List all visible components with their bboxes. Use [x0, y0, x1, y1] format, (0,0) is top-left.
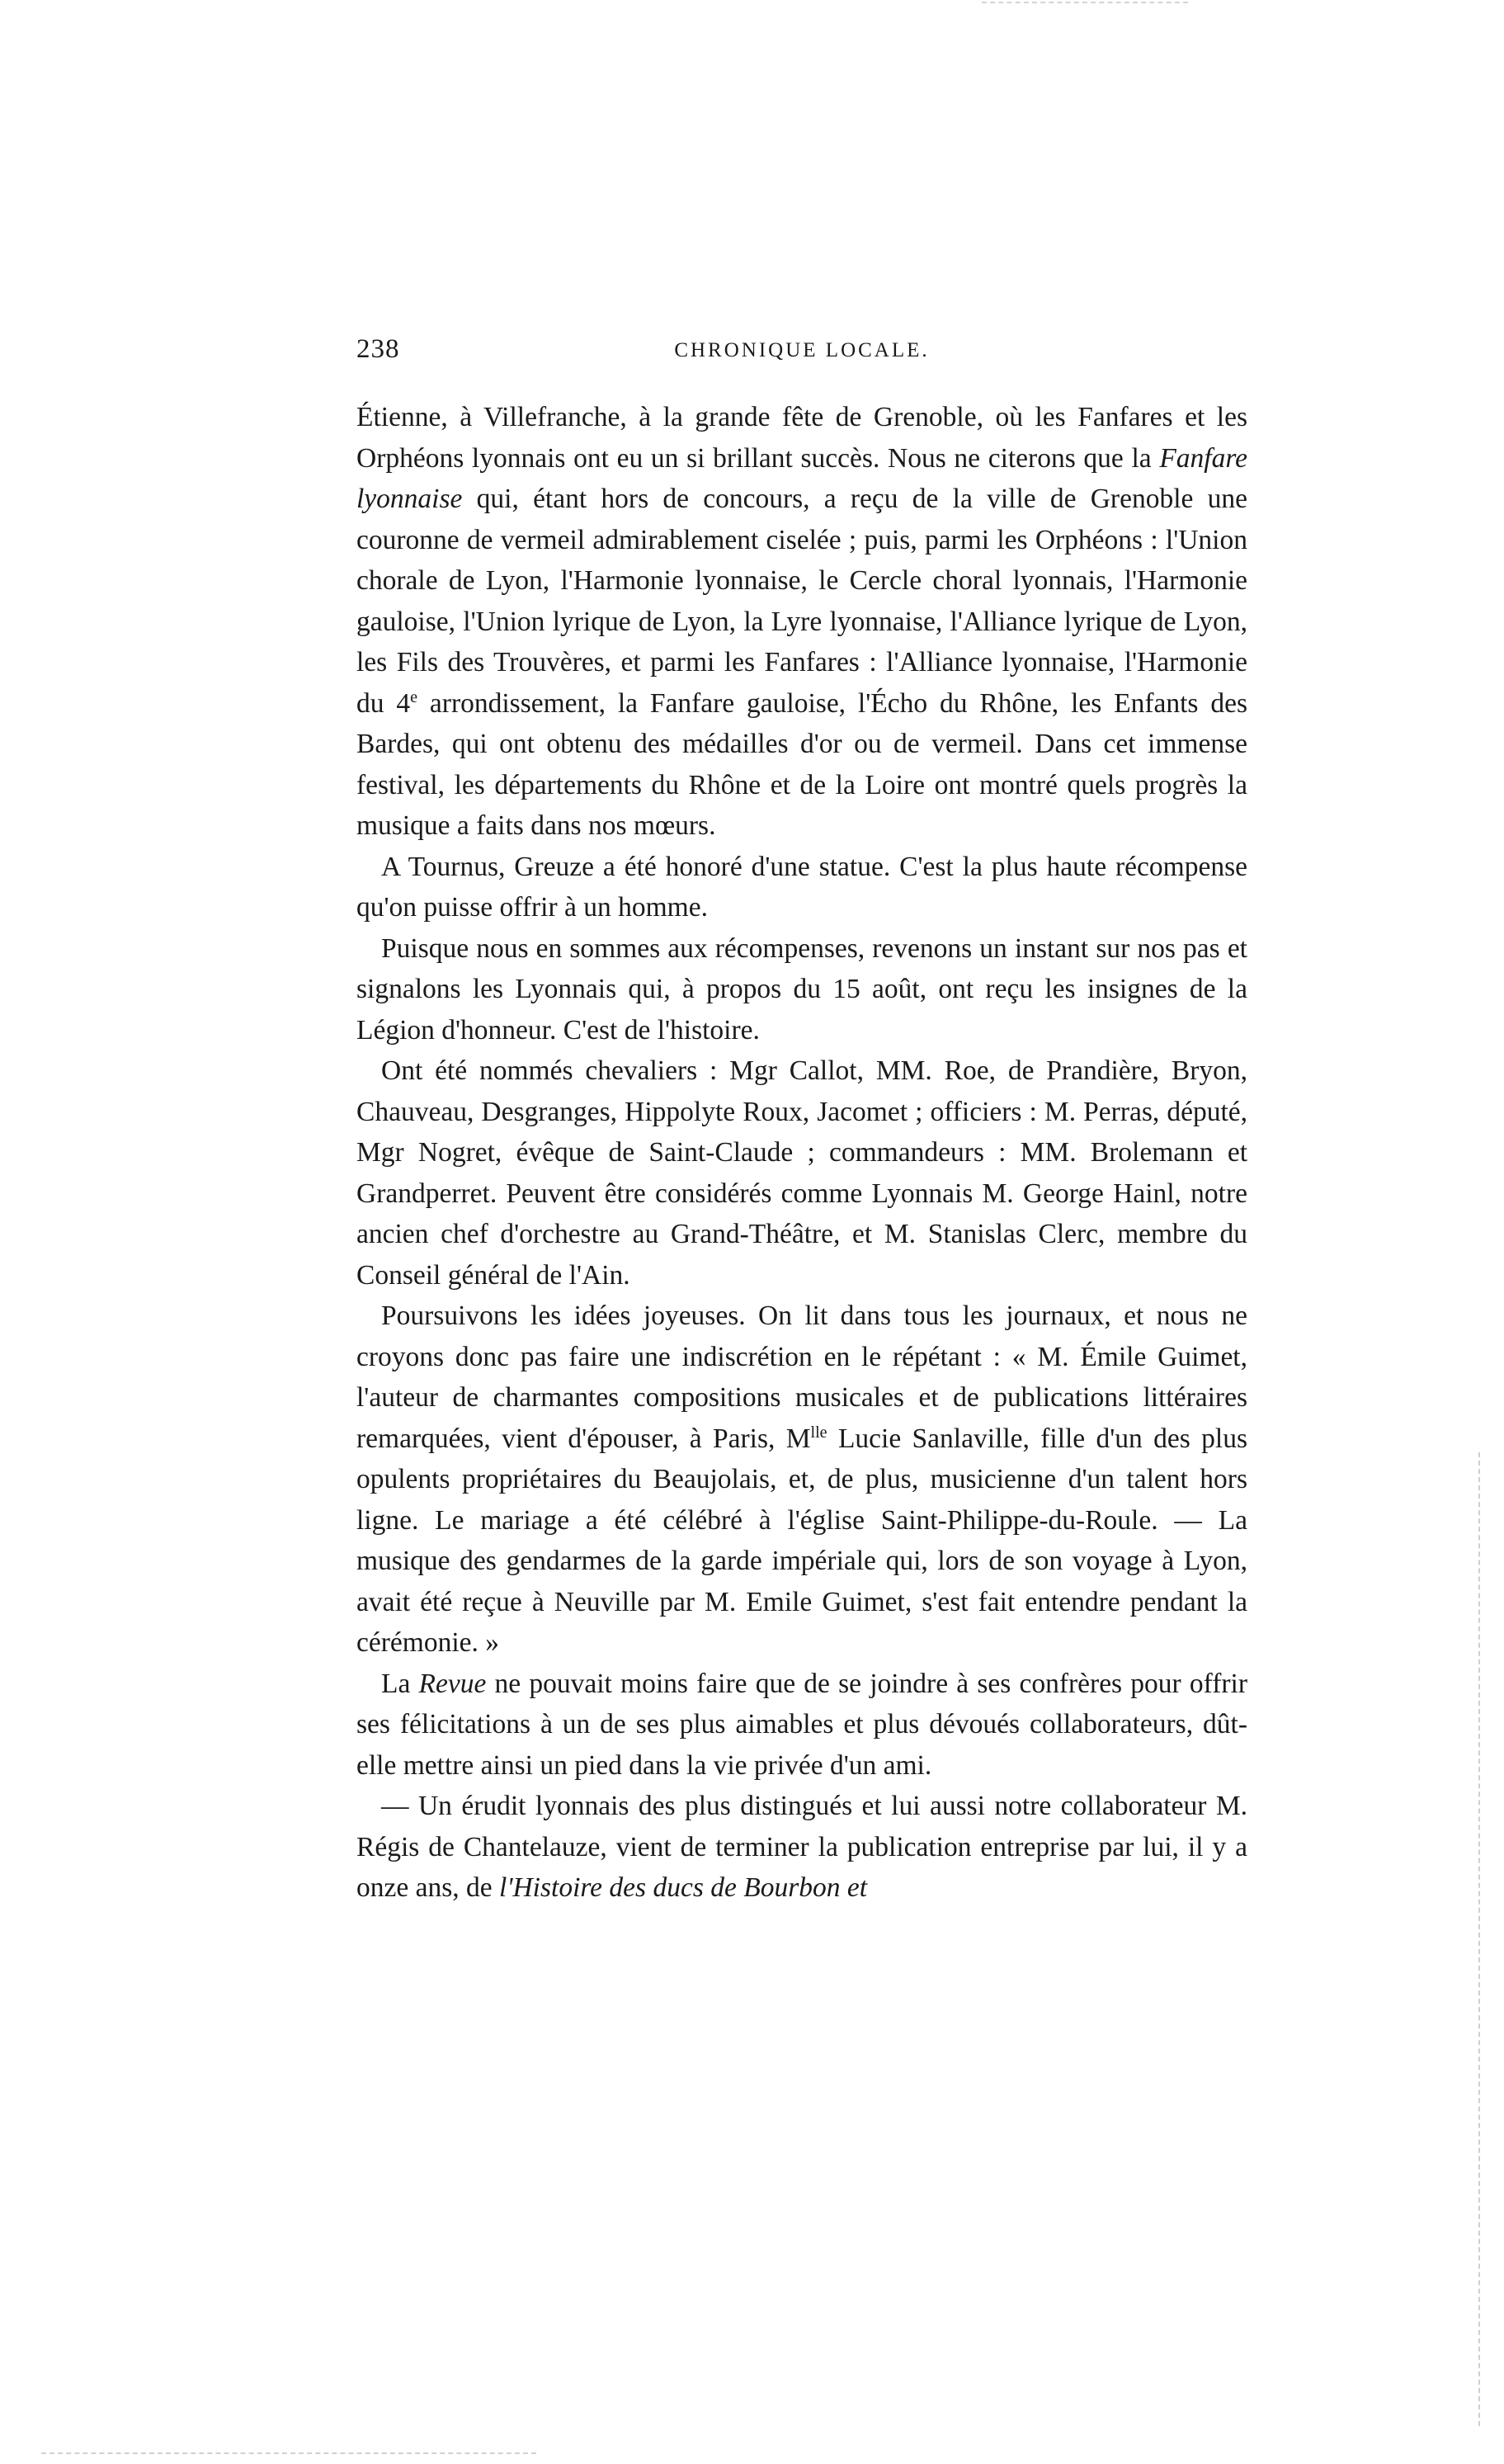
- paragraph-chevaliers: Ont été nommés chevaliers : Mgr Callot, MM. Roe, de Prandière, Bryon, Chauveau, Desgranges, Hippolyte Roux, Jacomet ; officiers : M. Perras, député, Mgr Nogret, évêque de Saint-Claude ; commandeurs : MM. Brolemann et Grandperret. Peuvent être considérés comme Lyonnais M. George Hainl, notre ancien chef d'orchestre au Grand-Théâtre, et M. Stanislas Clerc, membre du Conseil général de l'Ain.: [356, 1055, 1247, 1291]
- paragraph-festival: Étienne, à Villefranche, à la grande fête de Grenoble, où les Fanfares et les Orphéons lyonnais ont eu un si brillant succès. Nous ne citerons que la Fanfare lyonnaise qui, étant hors de concours, a reçu de la ville de Grenoble une couronne de vermeil admirablement ciselée ; puis, parmi les Orphéons : l'Union chorale de Lyon, l'Harmonie lyonnaise, le Cercle choral lyonnais, l'Harmonie gauloise, l'Union lyrique de Lyon, la Lyre lyonnaise, l'Alliance lyrique de Lyon, les Fils des Trouvères, et parmi les Fanfares : l'Alliance lyonnaise, l'Harmonie du 4e arrondissement, la Fanfare gauloise, l'Écho du Rhône, les Enfants des Bardes, qui ont obtenu des médailles d'or ou de vermeil. Dans cet immense festival, les départements du Rhône et de la Loire ont montré quels progrès la musique a faits dans nos mœurs.: [356, 402, 1247, 841]
- running-head: CHRONIQUE LOCALE.: [674, 339, 930, 361]
- superscript-lle: lle: [810, 1423, 827, 1442]
- scan-artifact-bottom: [41, 2452, 536, 2454]
- scan-artifact-top: [982, 2, 1188, 3]
- italic-fanfare-lyonnaise: Fanfare lyonnaise: [356, 442, 1247, 514]
- paragraph-guimet: Poursuivons les idées joyeuses. On lit dans tous les journaux, et nous ne croyons donc pas faire une indiscrétion en le répétant : « M. Émile Guimet, l'auteur de charmantes compositions musicales et de publications littéraires remarquées, vient d'épouser, à Paris, $M^{lle}$ Lucie Sanlaville, fille d'un des plus opulents propriétaires du Beaujolais, et, de plus, musicienne d'un talent hors ligne. Le mariage a été célébré à l'église Saint-Philippe-du-Roule. — La musique des gendarmes de la garde impériale qui, lors de son voyage à Lyon, avait été reçue à Neuville par M. Emile Guimet, s'est fait entendre pendant la cérémonie. »: [356, 1300, 1247, 1658]
- paragraph-chantelauze: — Un érudit lyonnais des plus distingués et lui aussi notre collaborateur M. Régis de Chantelauze, vient de terminer la publication entreprise par lui, il y a onze ans, de l'Histoire des ducs de Bourbon et: [356, 1791, 1247, 1903]
- italic-histoire: l'Histoire des ducs de Bourbon et: [499, 1872, 868, 1903]
- superscript-e: e: [410, 687, 418, 706]
- page-header: [356, 334, 1247, 384]
- paragraph-revue: La Revue ne pouvait moins faire que de se joindre à ses confrères pour offrir ses félicitations à un de ses plus aimables et plus dévoués collaborateurs, dût-elle mettre ainsi un pied dans la vie privée d'un ami.: [356, 1668, 1247, 1781]
- italic-revue: Revue: [418, 1668, 487, 1699]
- paragraph-recompenses: Puisque nous en sommes aux récompenses, revenons un instant sur nos pas et signalons les Lyonnais qui, à propos du 15 août, ont reçu les insignes de la Légion d'honneur. C'est de l'histoire.: [356, 932, 1247, 1046]
- scan-artifact-margin: [1478, 1452, 1480, 2426]
- paragraph-tournus: A Tournus, Greuze a été honoré d'une statue. C'est la plus haute récompense qu'on puisse offrir à un homme.: [356, 851, 1247, 923]
- page-number: 238: [356, 334, 400, 364]
- body-text: [356, 397, 1247, 1909]
